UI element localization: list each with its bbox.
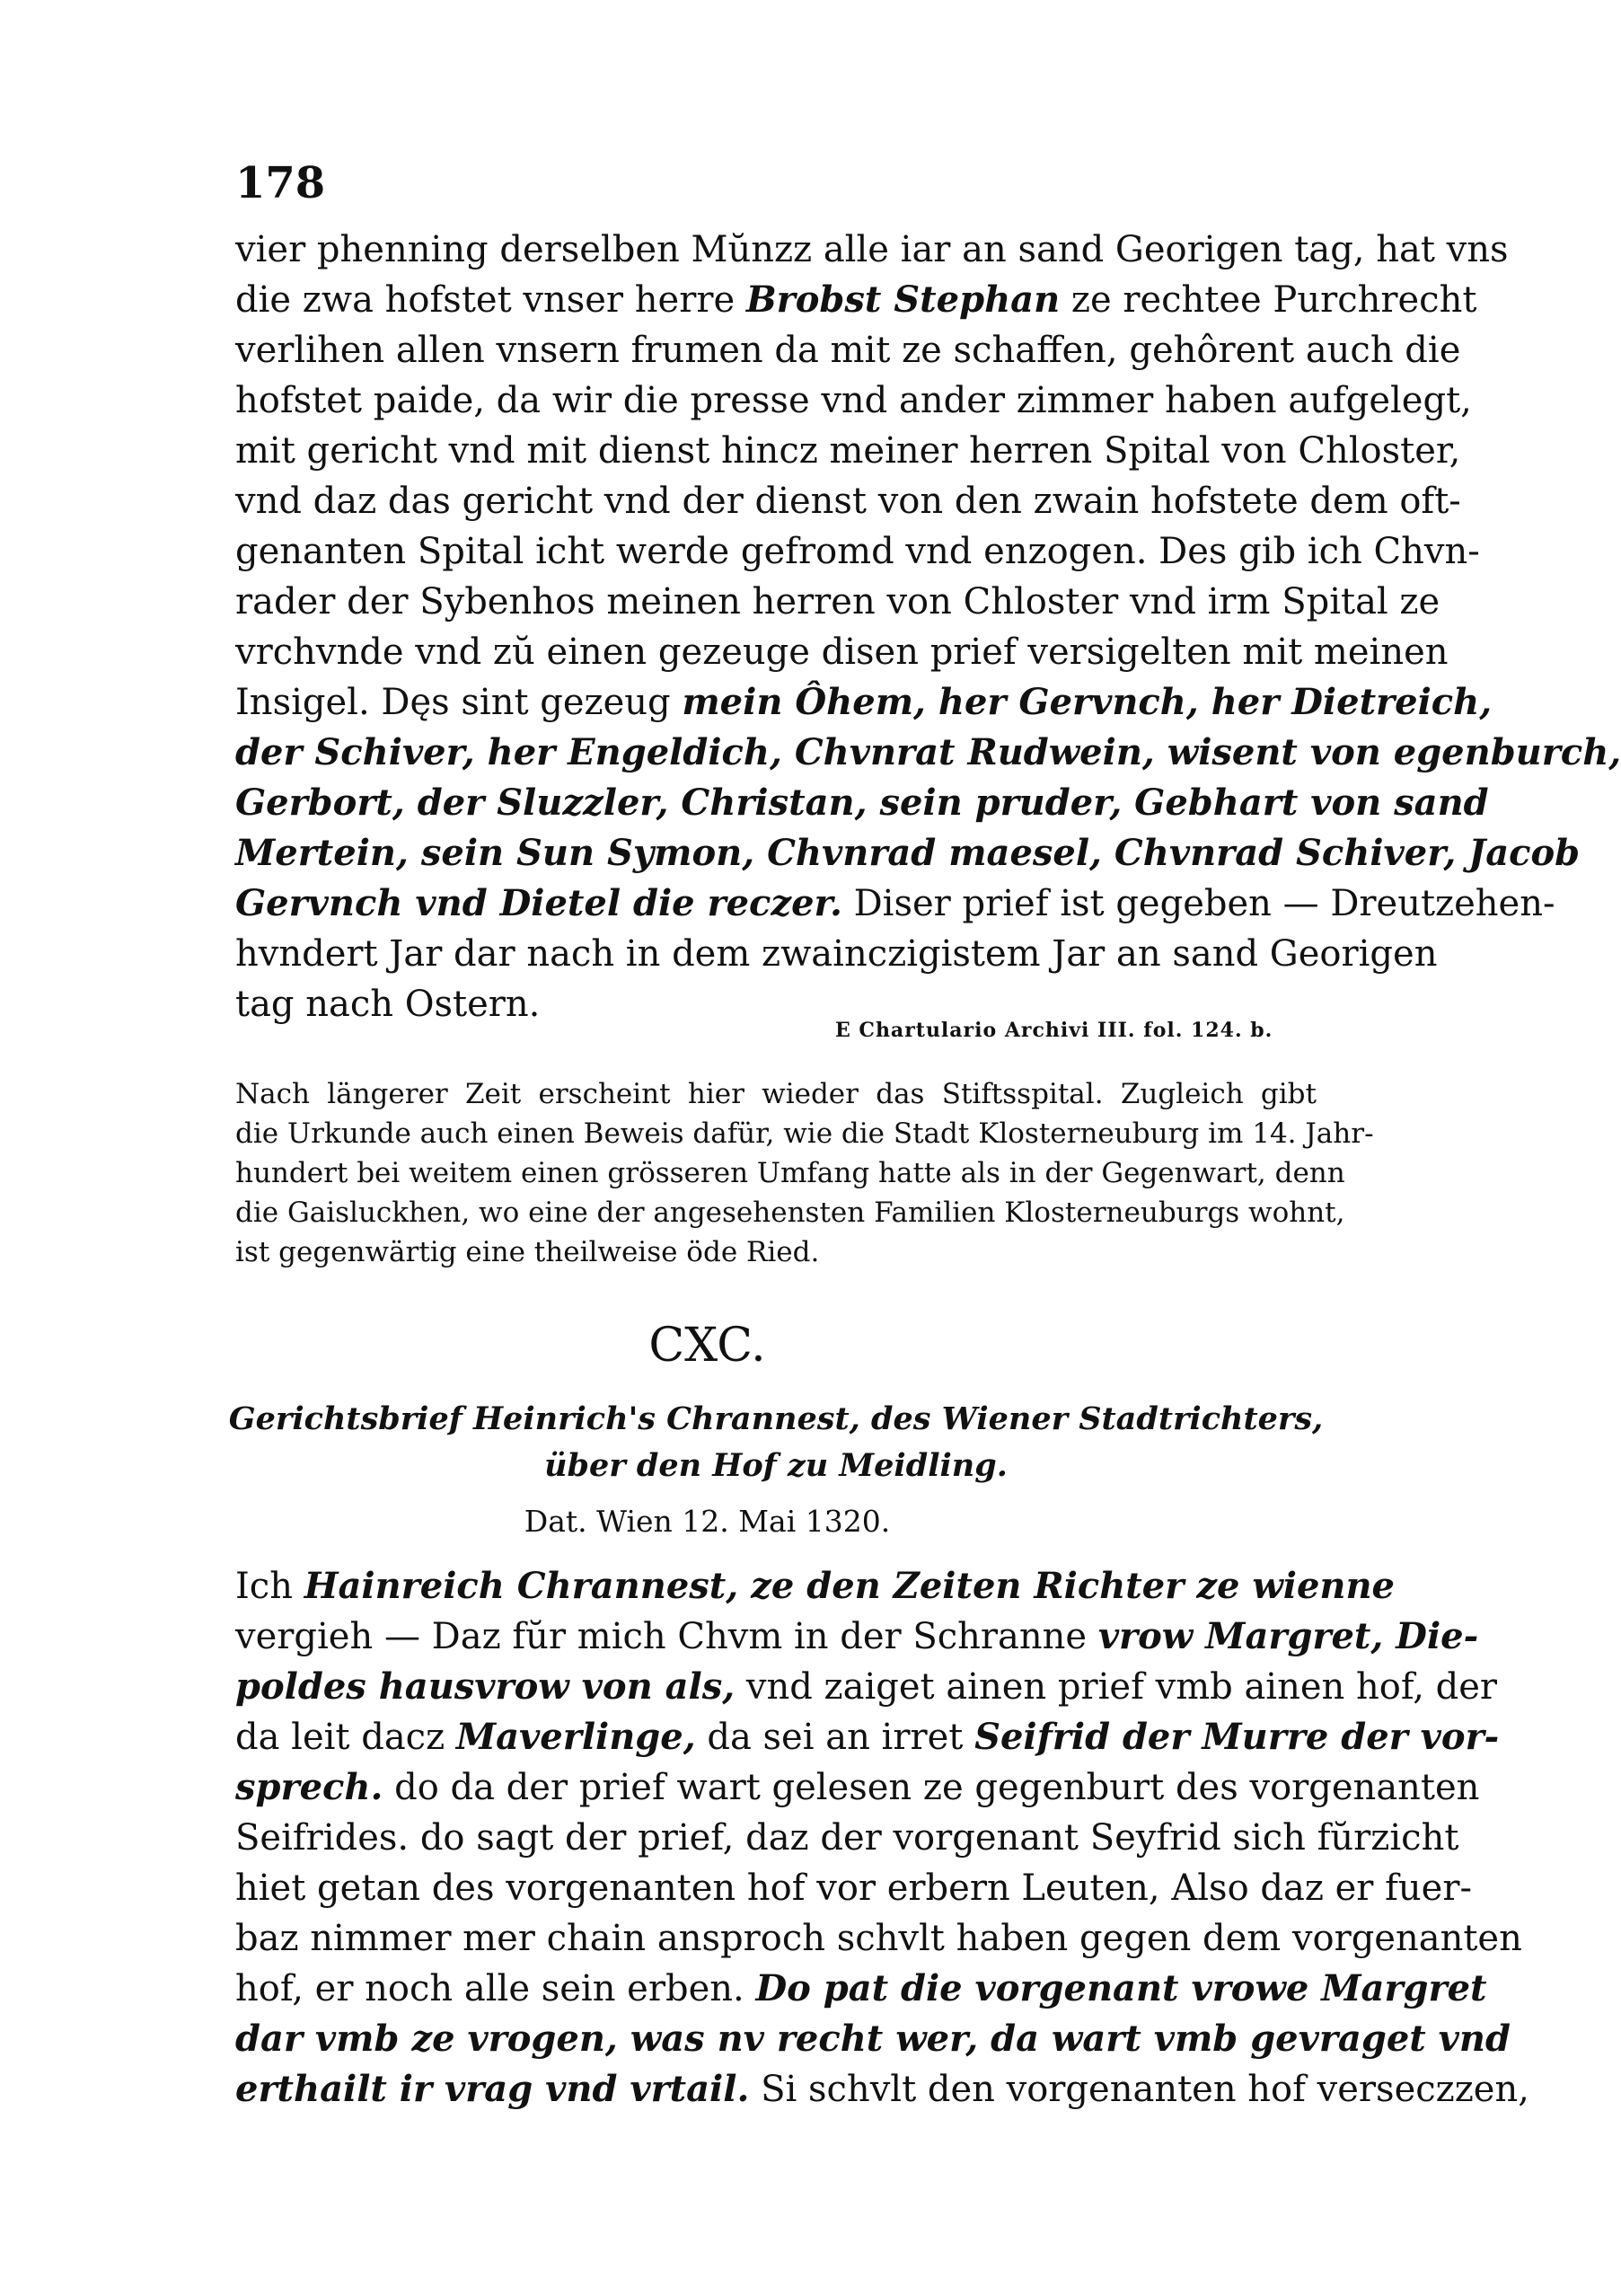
text-line	[235, 1813, 1459, 1863]
editor-commentary	[235, 1074, 1374, 1272]
text-line	[235, 879, 1555, 929]
commentary-line: hundert bei weitem einen grösseren Umfang hatte als in der Gegenwart, denn	[235, 1157, 1345, 1189]
text-line	[235, 1964, 1487, 2014]
text-line	[235, 577, 1440, 627]
italic-name-span: Gerbort, der Sluzzler, Christan, sein pruder, Gebhart von sand	[235, 782, 1489, 824]
italic-name-span: erthailt ir vrag vnd vrtail.	[235, 2068, 750, 2110]
text-line	[235, 1662, 1498, 1712]
text-span: hiet getan des vorgenanten hof vor erbern Leuten, Also daz er fuer-	[235, 1868, 1472, 1909]
document-dateline: Dat. Wien 12. Mai 1320.	[524, 1504, 891, 1539]
italic-name-span: mein Ôhem, her Gervnch, her Dietreich,	[682, 681, 1493, 723]
text-line	[235, 677, 1493, 728]
text-span: da sei an irret	[695, 1717, 975, 1758]
page-number: 178	[235, 158, 326, 208]
italic-name-span: Mertein, sein Sun Symon, Chvnrad maesel, Chvnrad Schiver, Jacob	[235, 832, 1581, 874]
text-line	[235, 375, 1472, 426]
italic-name-span: poldes hausvrow von als,	[235, 1665, 736, 1708]
italic-name-span: vrow Margret, Die-	[1097, 1615, 1479, 1657]
italic-name-span: Do pat die vorgenant vrowe Margret	[755, 1967, 1487, 2009]
text-line	[235, 1913, 1522, 1964]
text-span: rader der Sybenhos meinen herren von Chloster vnd irm Spital ze	[235, 581, 1440, 623]
text-line	[235, 1863, 1472, 1913]
document-number: CXC.	[648, 1319, 766, 1373]
text-span: hvndert Jar dar nach in dem zwainczigistem Jar an sand Georigen	[235, 933, 1438, 975]
commentary-line: die Urkunde auch einen Beweis dafür, wie die Stadt Klosterneuburg im 14. Jahr-	[235, 1117, 1374, 1150]
text-span: baz nimmer mer chain ansproch schvlt haben gegen dem vorgenanten	[235, 1918, 1522, 1959]
text-line	[235, 225, 1509, 275]
text-line	[235, 476, 1461, 526]
text-span: mit gericht vnd mit dienst hincz meiner herren Spital von Chloster,	[235, 430, 1461, 472]
text-line	[235, 929, 1438, 979]
commentary-line: die Gaisluckhen, wo eine der angesehensten Familien Klosterneuburgs wohnt,	[235, 1197, 1345, 1229]
italic-name-span: der Schiver, her Engeldich, Chvnrat Rudwein, wisent von egenburch,	[235, 731, 1621, 773]
text-span: vergieh — Daz fŭr mich Chvm in der Schranne	[235, 1616, 1098, 1657]
text-span: ze rechtee Purchrecht	[1060, 279, 1477, 321]
text-span: Ich	[235, 1566, 304, 1607]
text-span: hofstet paide, da wir die presse vnd ander zimmer haben aufgelegt,	[235, 380, 1472, 421]
text-span: Diser prief ist gegeben — Dreutzehen-	[841, 883, 1555, 924]
text-line	[235, 1612, 1479, 1662]
text-span: da leit dacz	[235, 1717, 456, 1758]
text-span: do da der prief wart gelesen ze gegenburt des vorgenanten	[383, 1767, 1480, 1808]
italic-name-span: Hainreich Chrannest, ze den Zeiten Richter ze wienne	[304, 1565, 1396, 1607]
text-line	[235, 1762, 1480, 1813]
text-line	[235, 627, 1449, 677]
document-heading: Gerichtsbrief Heinrich's Chrannest, des Wiener Stadtrichters, über den Hof zu Meidling.	[228, 1400, 1324, 1484]
text-span: verlihen allen vnsern frumen da mit ze schaffen, gehôrent auch die	[235, 330, 1461, 371]
text-span: vnd daz das gericht vnd der dienst von den zwain hofstete dem oft-	[235, 481, 1461, 522]
text-line	[235, 275, 1477, 325]
text-span: vrchvnde vnd zŭ einen gezeuge disen prief versigelten mit meinen	[235, 631, 1449, 673]
italic-name-span: sprech.	[235, 1766, 383, 1808]
text-line	[235, 778, 1489, 828]
text-line	[235, 1712, 1500, 1762]
italic-name-span: Seifrid der Murre der vor-	[974, 1716, 1500, 1758]
text-span: hof, er noch alle sein erben.	[235, 1968, 756, 2009]
text-line	[235, 426, 1461, 476]
italic-name-span: Brobst Stephan	[745, 278, 1061, 321]
source-citation: E Chartulario Archivi III. fol. 124. b.	[835, 1019, 1273, 1042]
text-line	[235, 526, 1480, 577]
text-line	[235, 728, 1621, 778]
text-line	[235, 2014, 1511, 2064]
text-span: tag nach Ostern.	[235, 984, 541, 1025]
text-line	[235, 325, 1461, 375]
commentary-line: Nach längerer Zeit erscheint hier wieder das Stiftsspital. Zugleich gibt	[235, 1078, 1317, 1110]
italic-name-span: Maverlinge,	[455, 1716, 696, 1758]
text-line	[235, 828, 1581, 879]
text-span: vier phenning derselben Mŭnzz alle iar an sand Georigen tag, hat vns	[235, 229, 1509, 270]
text-span: Seifrides. do sagt der prief, daz der vorgenant Seyfrid sich fŭrzicht	[235, 1817, 1459, 1859]
text-line	[235, 2064, 1529, 2115]
italic-name-span: Gervnch vnd Dietel die reczer.	[235, 882, 842, 924]
text-span: Si schvlt den vorgenanten hof verseczzen,	[749, 2069, 1529, 2110]
charter-text	[235, 1561, 1529, 2115]
text-span: Insigel. Dęs sint gezeug	[235, 682, 683, 723]
text-span: vnd zaiget ainen prief vmb ainen hof, der	[735, 1666, 1498, 1708]
italic-name-span: dar vmb ze vrogen, was nv recht wer, da wart vmb gevraget vnd	[235, 2018, 1511, 2060]
charter-text-continuation	[235, 225, 1621, 1029]
commentary-line: ist gegenwärtig eine theilweise öde Ried.	[235, 1236, 820, 1268]
text-span: genanten Spital icht werde gefromd vnd enzogen. Des gib ich Chvn-	[235, 531, 1480, 572]
text-line	[235, 1561, 1396, 1612]
text-span: die zwa hofstet vnser herre	[235, 279, 746, 321]
